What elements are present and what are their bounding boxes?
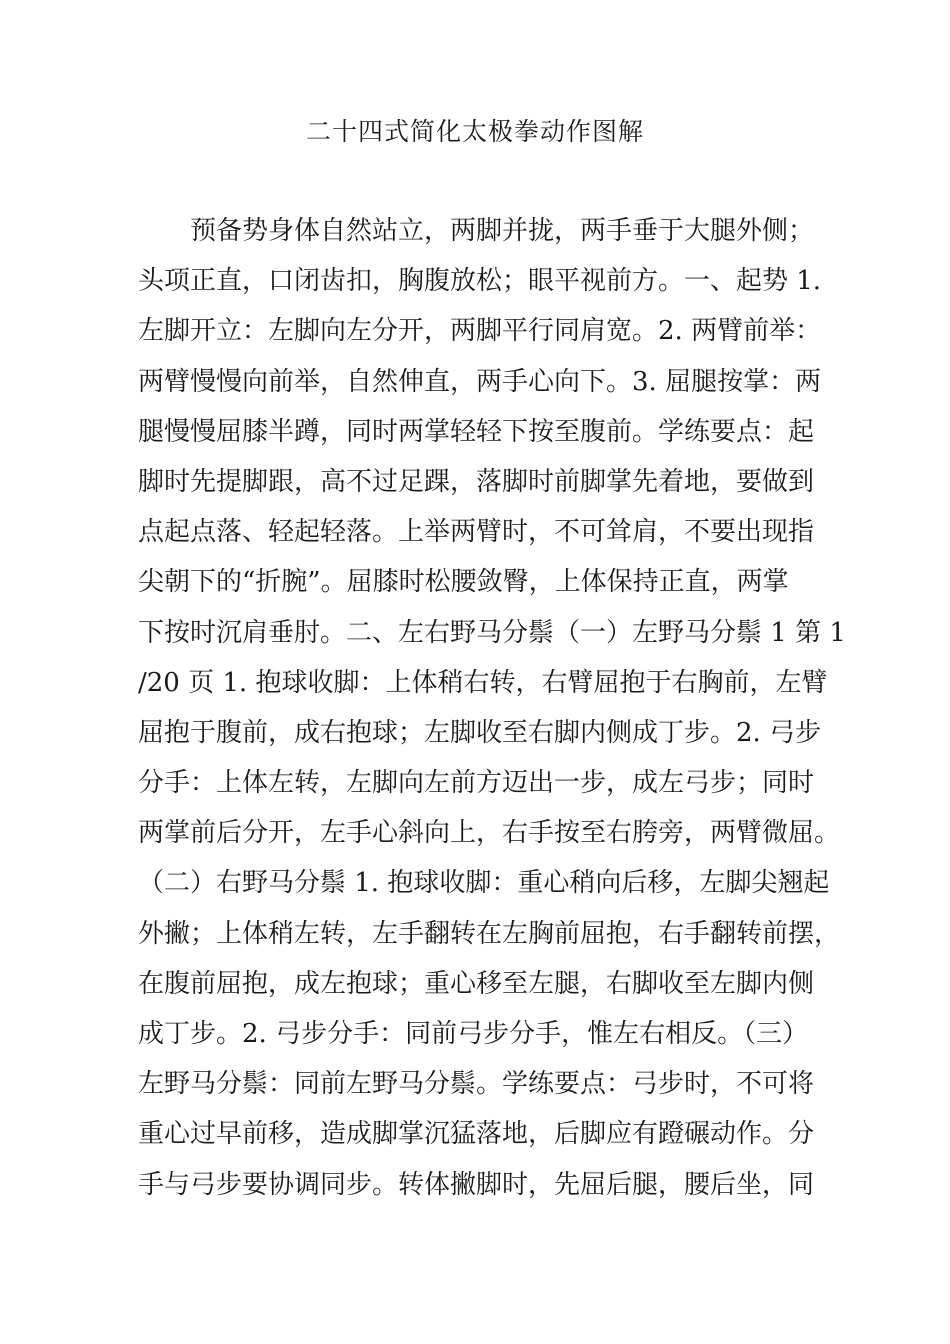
text-line: 头项正直，口闭齿扣，胸腹放松；眼平视前方。一、起势 1. bbox=[138, 266, 822, 297]
text-line: 尖朝下的“折腕”。屈膝时松腰敛臀，上体保持正直，两掌 bbox=[138, 567, 789, 598]
text-line: 外撇；上体稍左转，左手翻转在左胸前屈抱，右手翻转前摆， bbox=[138, 918, 841, 949]
text-line: （二）右野马分鬃 1. 抱球收脚：重心稍向后移，左脚尖翘起 bbox=[138, 868, 830, 899]
text-line: 左野马分鬃：同前左野马分鬃。学练要点：弓步时，不可将 bbox=[138, 1069, 815, 1100]
text-line: 两掌前后分开，左手心斜向上，右手按至右胯旁，两臂微屈。 bbox=[138, 818, 841, 849]
document-body bbox=[138, 206, 846, 1210]
text-line: 手与弓步要协调同步。转体撇脚时，先屈后腿，腰后坐，同 bbox=[138, 1169, 815, 1200]
text-line: 预备势身体自然站立，两脚并拢，两手垂于大腿外侧； bbox=[190, 216, 815, 246]
text-line: 在腹前屈抱，成左抱球；重心移至左腿，右脚收至左脚内侧 bbox=[138, 968, 815, 999]
text-line: /20 页 1. 抱球收脚：上体稍右转，右臂屈抱于右胸前，左臂 bbox=[138, 667, 828, 698]
text-line: 屈抱于腹前，成右抱球；左脚收至右脚内侧成丁步。2. 弓步 bbox=[138, 717, 822, 748]
text-line: 点起点落、轻起轻落。上举两臂时，不可耸肩，不要出现指 bbox=[138, 517, 815, 548]
text-line: 脚时先提脚跟，高不过足踝，落脚时前脚掌先着地，要做到 bbox=[138, 466, 815, 497]
text-line: 左脚开立：左脚向左分开，两脚平行同肩宽。2. 两臂前举： bbox=[138, 316, 822, 347]
text-line: 成丁步。2. 弓步分手：同前弓步分手，惟左右相反。（三） bbox=[138, 1019, 809, 1049]
document-title: 二十四式简化太极拳动作图解 bbox=[305, 117, 644, 146]
text-line: 腿慢慢屈膝半蹲，同时两掌轻轻下按至腹前。学练要点：起 bbox=[138, 416, 815, 447]
text-line: 两臂慢慢向前举，自然伸直，两手心向下。3. 屈腿按掌：两 bbox=[138, 366, 822, 397]
text-line: 分手：上体左转，左脚向左前方迈出一步，成左弓步；同时 bbox=[138, 768, 815, 799]
text-line: 下按时沉肩垂肘。二、左右野马分鬃（一）左野马分鬃 1 第 1 bbox=[138, 617, 846, 648]
text-line: 重心过早前移，造成脚掌沉猛落地，后脚应有蹬碾动作。分 bbox=[138, 1119, 815, 1150]
